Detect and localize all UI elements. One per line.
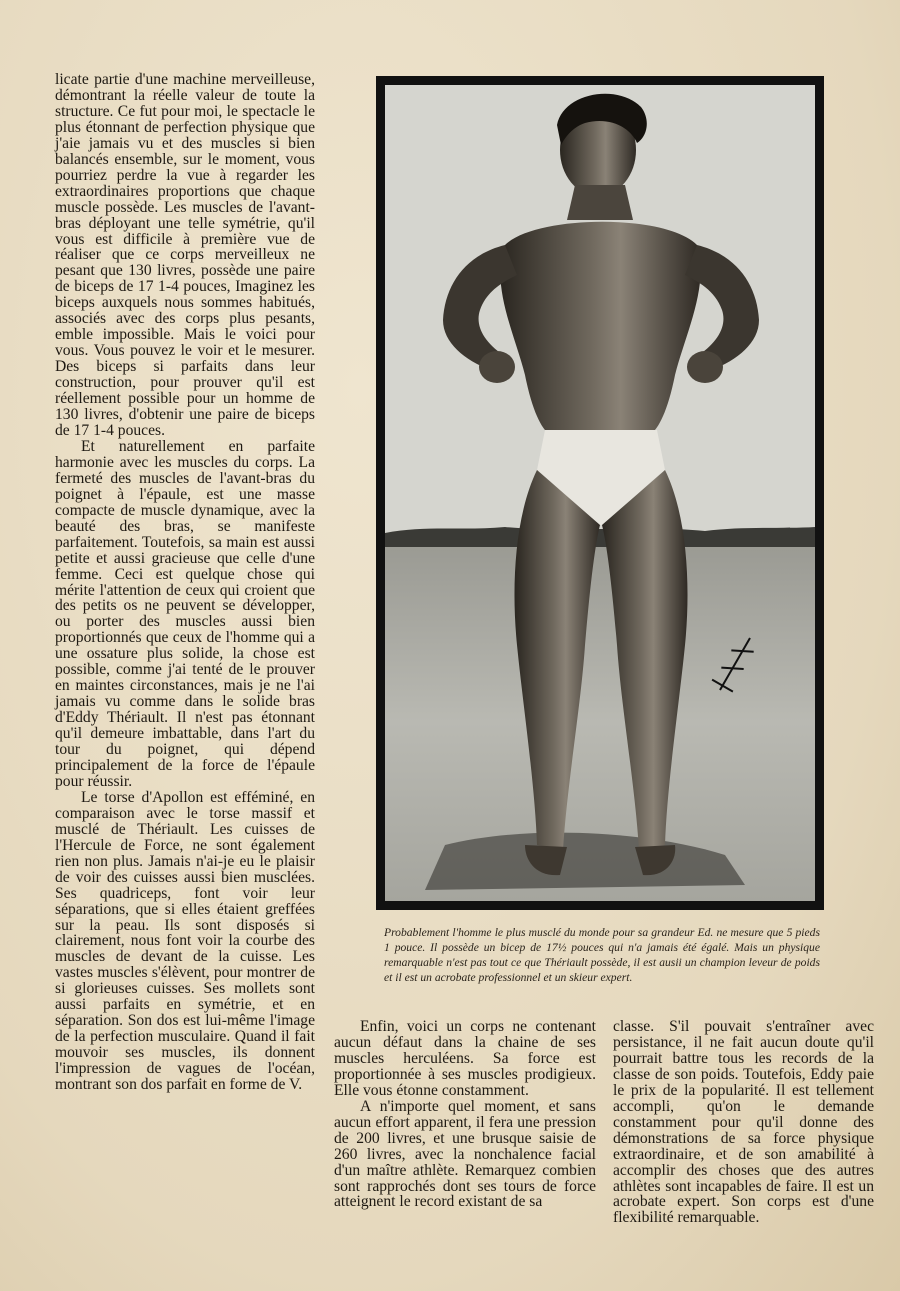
- photo-caption: Probablement l'homme le plus musclé du monde pour sa grandeur Ed. ne mesure que 5 pieds 1 pouce. Il possède un bicep de 17½ pouces qui n'a jamais été égalé. Mais un physique remarquable n'est pas tout ce que Thériault possède, il est ausii un champion leveur de poids et il est un acrobate professionnel et un skieur expert.: [384, 926, 820, 984]
- paragraph: A n'importe quel moment, et sans aucun effort apparent, il fera une pression de 200 livres, et une brusque saisie de 260 livres, avec la nonchalence facial d'un maître athlète. Remarquez combien sont rapprochés dont ses tours de force atteignent le record existant de sa: [334, 1097, 596, 1211]
- right-text-column: [613, 1019, 874, 1226]
- paragraph: Et naturellement en parfaite harmonie avec les muscles du corps. La fermeté des muscles de l'avant-bras du poignet à l'épaule, est une masse compacte de muscle dynamique, avec la beauté des bras, se manifeste parfaitement. Toutefois, sa main est aussi petite et aussi gracieuse que celle d'une femme. Ceci est quelque chose qui mérite l'attention de ceux qui croient que des petits os ne peuvent se développer, ou porter des muscles aussi bien proportionnés que ceux de l'homme qui a une ossature plus solide, la chose est possible, comme j'ai tenté de le prouver en maintes circonstances, mais je ne l'ai jamais vu comme dans le solide bras d'Eddy Thériault. Il n'est pas étonnant qu'il demeure imbattable, dans l'art du tour du poignet, qui dépend principalement de la force de l'épaule pour réussir.: [55, 437, 315, 790]
- photo-frame: [376, 76, 824, 910]
- paragraph: licate partie d'une machine merveilleuse, démontrant la réelle valeur de toute la structure. Ce fut pour moi, le spectacle le plus étonnant de perfection physique que j'aie jamais vu et des muscles si bien balancés ensemble, sur le moment, vous pourriez perdre la vue à regarder les extraordinaires proportions que chaque muscle possède. Les muscles de l'avant-bras déployant une telle symétrie, qu'il vous est difficile à première vue de réaliser que ce corps merveilleux ne pesant que 130 livres, possède une paire de biceps de 17 1-4 pouces, Imaginez les biceps auxquels nous sommes habitués, associés avec des corps plus pesants, emble impossible. Mais le voici pour vous. Vous pouvez le voir et le mesurer. Des biceps si parfaits dans leur construction, pour prouver qu'il est réellement possible pour un homme de 130 livres, d'obtenir une paire de biceps de 17 1-4 pouces.: [55, 71, 315, 439]
- left-text-column: [55, 72, 315, 1093]
- paragraph: Enfin, voici un corps ne contenant aucun défaut dans la chaine de ses muscles herculéens. Sa force est proportionnée à ses muscles prodigieux. Elle vous étonne constamment.: [334, 1018, 596, 1099]
- paragraph: Le torse d'Apollon est efféminé, en comparaison avec le torse massif et musclé de Thériault. Les cuisses de l'Hercule de Force, ne sont également rien non plus. Jamais n'ai-je eu le plaisir de voir des cuisses aussi bien musclées. Ses quadriceps, font voir leur séparations, que si elles étaient greffées sur la peau. Ils sont disposés si clairement, nous font voir la courbe des muscles de devant de la cuisse. Les vastes muscles s'élèvent, pour montrer de si glorieuses cuisses. Ses mollets sont aussi parfaits en symétrie, et en séparation. Son dos est lui-même l'image de la perfection musculaire. Quand il fait mouvoir ses muscles, ils donnent l'impression de vagues de l'océan, montrant son dos parfait en forme de V.: [55, 788, 315, 1094]
- middle-text-column: [334, 1019, 596, 1210]
- bodybuilder-photo: [385, 85, 815, 901]
- bodybuilder-illustration: [385, 85, 815, 901]
- paragraph: classe. S'il pouvait s'entraîner avec persistance, il ne fait aucun doute qu'il pourrait battre tous les records de la classe de son poids. Toutefois, Eddy paie le prix de la popularité. Il est tellement accompli, qu'on le demande constamment pour qu'il donne des démonstrations de sa force physique extraordinaire, et de son amabilité à accomplir des choses que des autres athlètes sont incapables de faire. Il est un acrobate expert. Son corps est d'une flexibilité remarquable.: [613, 1018, 874, 1227]
